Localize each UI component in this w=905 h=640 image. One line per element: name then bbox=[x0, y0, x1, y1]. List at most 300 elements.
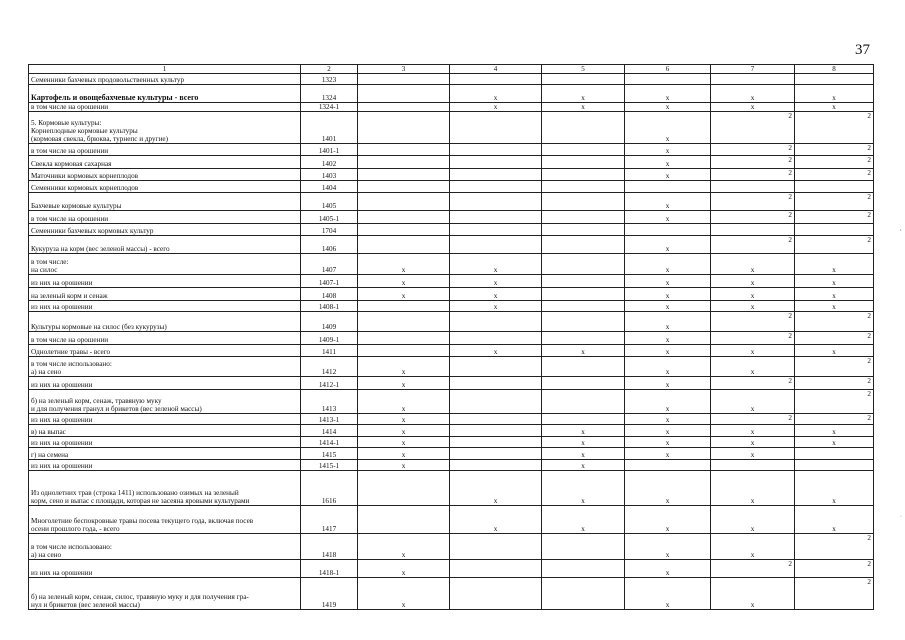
cell-col7: x bbox=[711, 357, 795, 377]
cell-col5 bbox=[542, 377, 625, 390]
cell-col8: x bbox=[795, 471, 874, 506]
cell-col5 bbox=[542, 181, 625, 193]
cell-col6: x bbox=[625, 578, 711, 610]
cell-col4 bbox=[450, 414, 542, 425]
table-row bbox=[29, 425, 874, 437]
cell-col7: 2 bbox=[711, 156, 795, 169]
cell-col4 bbox=[450, 181, 542, 193]
cell-col8: 2 bbox=[795, 578, 874, 610]
cell-col3 bbox=[358, 224, 450, 236]
cell-col6 bbox=[625, 224, 711, 236]
row-label: б) на зеленый корм, сенаж, силос, травяную муку и для получения гра- нул и брикетов (вес зеленой массы) bbox=[29, 578, 301, 610]
cell-col8 bbox=[795, 74, 874, 85]
cell-col8 bbox=[795, 448, 874, 460]
cell-col3 bbox=[358, 345, 450, 357]
row-code: 1616 bbox=[301, 471, 358, 506]
row-label: из них на орошении bbox=[29, 437, 301, 448]
cell-col8: x bbox=[795, 437, 874, 448]
column-header: 4 bbox=[450, 65, 542, 74]
table-row bbox=[29, 193, 874, 211]
cell-col4 bbox=[450, 437, 542, 448]
cell-col4: x bbox=[450, 471, 542, 506]
cell-col6: x bbox=[625, 414, 711, 425]
cell-col6: x bbox=[625, 506, 711, 534]
cell-col5 bbox=[542, 144, 625, 156]
cell-col8: 2 bbox=[795, 144, 874, 156]
table-row bbox=[29, 414, 874, 425]
table-row bbox=[29, 288, 874, 301]
cell-col6: x bbox=[625, 332, 711, 345]
row-label: Бахчевые кормовые культуры bbox=[29, 193, 301, 211]
cell-col5 bbox=[542, 275, 625, 288]
table-row bbox=[29, 506, 874, 534]
cell-col6: x bbox=[625, 211, 711, 224]
row-label: в том числе на орошении bbox=[29, 211, 301, 224]
cell-col3: x bbox=[358, 377, 450, 390]
cell-col4 bbox=[450, 193, 542, 211]
cell-col5 bbox=[542, 288, 625, 301]
cell-col8: 2 bbox=[795, 211, 874, 224]
cell-col4 bbox=[450, 332, 542, 345]
cell-col3: x bbox=[358, 460, 450, 471]
cell-col8: 2 bbox=[795, 534, 874, 560]
cell-col4: x bbox=[450, 506, 542, 534]
row-code: 1412 bbox=[301, 357, 358, 377]
cell-col8: 2 bbox=[795, 169, 874, 181]
cell-col4 bbox=[450, 377, 542, 390]
cell-col7: x bbox=[711, 301, 795, 312]
cell-col3 bbox=[358, 144, 450, 156]
row-code: 1418 bbox=[301, 534, 358, 560]
cell-col7 bbox=[711, 74, 795, 85]
cell-col8 bbox=[795, 224, 874, 236]
cell-col3: x bbox=[358, 357, 450, 377]
row-code: 1405-1 bbox=[301, 211, 358, 224]
row-code: 1409 bbox=[301, 312, 358, 332]
cell-col8: x bbox=[795, 301, 874, 312]
cell-col5 bbox=[542, 390, 625, 414]
cell-col3 bbox=[358, 332, 450, 345]
cell-col3 bbox=[358, 181, 450, 193]
table-row bbox=[29, 224, 874, 236]
cell-col8: x bbox=[795, 288, 874, 301]
cell-col5: x bbox=[542, 425, 625, 437]
cell-col5 bbox=[542, 112, 625, 144]
cell-col6 bbox=[625, 74, 711, 85]
row-code: 1402 bbox=[301, 156, 358, 169]
cell-col8: 2 bbox=[795, 357, 874, 377]
column-header: 3 bbox=[358, 65, 450, 74]
row-code: 1418-1 bbox=[301, 560, 358, 578]
cell-col7: 2 bbox=[711, 193, 795, 211]
cell-col5: x bbox=[542, 437, 625, 448]
row-label: на зеленый корм и сенаж bbox=[29, 288, 301, 301]
cell-col5: x bbox=[542, 448, 625, 460]
cell-col8: 2 bbox=[795, 414, 874, 425]
cell-col4 bbox=[450, 578, 542, 610]
cell-col5 bbox=[542, 156, 625, 169]
table-row bbox=[29, 332, 874, 345]
cell-col8: 2 bbox=[795, 156, 874, 169]
cell-col8: x bbox=[795, 425, 874, 437]
cell-col6: x bbox=[625, 156, 711, 169]
margin-mark: , bbox=[900, 226, 902, 232]
row-code: 1415-1 bbox=[301, 460, 358, 471]
cell-col4 bbox=[450, 74, 542, 85]
cell-col7: x bbox=[711, 437, 795, 448]
cell-col6: x bbox=[625, 357, 711, 377]
cell-col3 bbox=[358, 193, 450, 211]
column-header: 7 bbox=[711, 65, 795, 74]
table-row bbox=[29, 471, 874, 506]
cell-col7 bbox=[711, 460, 795, 471]
row-label: из них на орошении bbox=[29, 560, 301, 578]
cell-col3 bbox=[358, 211, 450, 224]
cell-col6: x bbox=[625, 534, 711, 560]
cell-col7: 2 bbox=[711, 377, 795, 390]
row-label: из них на орошении bbox=[29, 275, 301, 288]
cell-col4 bbox=[450, 357, 542, 377]
row-code: 1323 bbox=[301, 74, 358, 85]
cell-col3: x bbox=[358, 254, 450, 275]
cell-col8: x bbox=[795, 85, 874, 103]
row-code: 1403 bbox=[301, 169, 358, 181]
table-row bbox=[29, 460, 874, 471]
cell-col5: x bbox=[542, 345, 625, 357]
table-row bbox=[29, 254, 874, 275]
cell-col7: x bbox=[711, 103, 795, 112]
cell-col4 bbox=[450, 169, 542, 181]
row-label: б) на зеленый корм, сенаж, травяную муку и для получения гранул и брикетов (вес зеленой массы) bbox=[29, 390, 301, 414]
row-label: Кукуруза на корм (вес зеленой массы) - всего bbox=[29, 236, 301, 254]
column-header: 2 bbox=[301, 65, 358, 74]
cell-col5 bbox=[542, 193, 625, 211]
row-label: в том числе: на силос bbox=[29, 254, 301, 275]
column-number-row bbox=[29, 65, 874, 74]
cell-col8: 2 bbox=[795, 193, 874, 211]
cell-col3: x bbox=[358, 534, 450, 560]
cell-col3 bbox=[358, 471, 450, 506]
cell-col3: x bbox=[358, 425, 450, 437]
cell-col3 bbox=[358, 236, 450, 254]
row-code: 1408 bbox=[301, 288, 358, 301]
cell-col3 bbox=[358, 169, 450, 181]
row-label: в том числе использовано: а) на сено bbox=[29, 534, 301, 560]
cell-col8: 2 bbox=[795, 560, 874, 578]
row-label: Картофель и овощебахчевые культуры - всего bbox=[29, 85, 301, 103]
row-code: 1417 bbox=[301, 506, 358, 534]
cell-col8: 2 bbox=[795, 377, 874, 390]
cell-col4 bbox=[450, 211, 542, 224]
cell-col5 bbox=[542, 169, 625, 181]
cell-col3 bbox=[358, 301, 450, 312]
table-row bbox=[29, 74, 874, 85]
cell-col6 bbox=[625, 181, 711, 193]
cell-col3 bbox=[358, 312, 450, 332]
cell-col8: 2 bbox=[795, 332, 874, 345]
row-code: 1413 bbox=[301, 390, 358, 414]
cell-col3 bbox=[358, 156, 450, 169]
table-row bbox=[29, 357, 874, 377]
row-code: 1412-1 bbox=[301, 377, 358, 390]
row-label: г) на семена bbox=[29, 448, 301, 460]
row-label: в том числе использовано: а) на сено bbox=[29, 357, 301, 377]
cell-col7: x bbox=[711, 471, 795, 506]
cell-col6 bbox=[625, 460, 711, 471]
row-label: Однолетние травы - всего bbox=[29, 345, 301, 357]
cell-col4 bbox=[450, 390, 542, 414]
cell-col7 bbox=[711, 181, 795, 193]
cell-col4 bbox=[450, 312, 542, 332]
cell-col5 bbox=[542, 74, 625, 85]
row-code: 1704 bbox=[301, 224, 358, 236]
cell-col8: x bbox=[795, 254, 874, 275]
cell-col3: x bbox=[358, 560, 450, 578]
cell-col3 bbox=[358, 85, 450, 103]
cell-col4 bbox=[450, 448, 542, 460]
cell-col4: x bbox=[450, 345, 542, 357]
row-label: Семенники кормовых корнеплодов bbox=[29, 181, 301, 193]
row-code: 1407 bbox=[301, 254, 358, 275]
cell-col4 bbox=[450, 156, 542, 169]
row-label: из них на орошении bbox=[29, 377, 301, 390]
cell-col6: x bbox=[625, 448, 711, 460]
row-label: Из однолетних трав (строка 1411) использовано озимых на зеленый корм, сено и выпас с площади, которая не засеяна яровыми культурами bbox=[29, 471, 301, 506]
cell-col6: x bbox=[625, 560, 711, 578]
page-number: 37 bbox=[855, 42, 870, 58]
table-row bbox=[29, 448, 874, 460]
table-row bbox=[29, 578, 874, 610]
cell-col8 bbox=[795, 181, 874, 193]
cell-col7: x bbox=[711, 578, 795, 610]
cell-col3: x bbox=[358, 414, 450, 425]
cell-col7: 2 bbox=[711, 112, 795, 144]
cell-col3: x bbox=[358, 288, 450, 301]
row-code: 1324 bbox=[301, 85, 358, 103]
row-label: Маточники кормовых корнеплодов bbox=[29, 169, 301, 181]
cell-col8: x bbox=[795, 103, 874, 112]
cell-col6: x bbox=[625, 103, 711, 112]
table-row bbox=[29, 345, 874, 357]
cell-col7: 2 bbox=[711, 169, 795, 181]
cell-col4: x bbox=[450, 288, 542, 301]
cell-col4: x bbox=[450, 103, 542, 112]
table-row bbox=[29, 312, 874, 332]
row-label: из них на орошении bbox=[29, 414, 301, 425]
table-row bbox=[29, 144, 874, 156]
cell-col5 bbox=[542, 332, 625, 345]
cell-col6: x bbox=[625, 85, 711, 103]
cell-col5 bbox=[542, 560, 625, 578]
table-row bbox=[29, 181, 874, 193]
cell-col4: x bbox=[450, 275, 542, 288]
row-label: Свекла кормовая сахарная bbox=[29, 156, 301, 169]
cell-col8: 2 bbox=[795, 390, 874, 414]
row-label: Многолетние беспокровные травы посева текущего года, включая посев осени прошлого года, - всего bbox=[29, 506, 301, 534]
row-code: 1414-1 bbox=[301, 437, 358, 448]
row-label: в том числе на орошении bbox=[29, 103, 301, 112]
cell-col6: x bbox=[625, 144, 711, 156]
cell-col7: x bbox=[711, 345, 795, 357]
cell-col5 bbox=[542, 301, 625, 312]
table-row bbox=[29, 377, 874, 390]
cell-col4 bbox=[450, 144, 542, 156]
table-row bbox=[29, 103, 874, 112]
cell-col3: x bbox=[358, 390, 450, 414]
cell-col8 bbox=[795, 460, 874, 471]
cell-col5: x bbox=[542, 471, 625, 506]
cell-col3: x bbox=[358, 275, 450, 288]
table-row bbox=[29, 390, 874, 414]
cell-col3 bbox=[358, 506, 450, 534]
cell-col6: x bbox=[625, 288, 711, 301]
cell-col7: x bbox=[711, 390, 795, 414]
row-code: 1324-1 bbox=[301, 103, 358, 112]
row-code: 1401 bbox=[301, 112, 358, 144]
cell-col7: 2 bbox=[711, 414, 795, 425]
cell-col7: 2 bbox=[711, 332, 795, 345]
row-code: 1413-1 bbox=[301, 414, 358, 425]
cell-col6: x bbox=[625, 275, 711, 288]
cell-col6: x bbox=[625, 377, 711, 390]
cell-col5: x bbox=[542, 506, 625, 534]
row-label: из них на орошении bbox=[29, 301, 301, 312]
row-label: из них на орошении bbox=[29, 460, 301, 471]
column-header: 1 bbox=[29, 65, 301, 74]
cell-col7: 2 bbox=[711, 144, 795, 156]
cell-col6: x bbox=[625, 345, 711, 357]
cell-col4 bbox=[450, 560, 542, 578]
cell-col7: x bbox=[711, 506, 795, 534]
cell-col7: x bbox=[711, 85, 795, 103]
cell-col8: x bbox=[795, 345, 874, 357]
cell-col7: 2 bbox=[711, 236, 795, 254]
table-row bbox=[29, 169, 874, 181]
column-header: 5 bbox=[542, 65, 625, 74]
cell-col4: x bbox=[450, 254, 542, 275]
table-row bbox=[29, 301, 874, 312]
row-label: в том числе на орошении bbox=[29, 144, 301, 156]
cell-col8: x bbox=[795, 275, 874, 288]
cell-col5 bbox=[542, 224, 625, 236]
cell-col5: x bbox=[542, 460, 625, 471]
table-row bbox=[29, 85, 874, 103]
cell-col7: x bbox=[711, 425, 795, 437]
row-code: 1406 bbox=[301, 236, 358, 254]
cell-col7: x bbox=[711, 275, 795, 288]
cell-col5 bbox=[542, 414, 625, 425]
row-code: 1415 bbox=[301, 448, 358, 460]
table-row bbox=[29, 560, 874, 578]
cell-col5 bbox=[542, 236, 625, 254]
row-label: в том числе на орошении bbox=[29, 332, 301, 345]
row-label: Семенники бахчевых кормовых культур bbox=[29, 224, 301, 236]
cell-col5 bbox=[542, 578, 625, 610]
table-row bbox=[29, 534, 874, 560]
row-code: 1419 bbox=[301, 578, 358, 610]
table-row bbox=[29, 275, 874, 288]
cell-col5 bbox=[542, 534, 625, 560]
cell-col3: x bbox=[358, 448, 450, 460]
cell-col4 bbox=[450, 236, 542, 254]
cell-col8: 2 bbox=[795, 312, 874, 332]
cell-col8: 2 bbox=[795, 112, 874, 144]
cell-col7: 2 bbox=[711, 211, 795, 224]
cell-col3 bbox=[358, 112, 450, 144]
margin-mark: · bbox=[900, 514, 902, 520]
cell-col6: x bbox=[625, 169, 711, 181]
row-code: 1409-1 bbox=[301, 332, 358, 345]
cell-col5 bbox=[542, 312, 625, 332]
cell-col8: 2 bbox=[795, 236, 874, 254]
table-row bbox=[29, 437, 874, 448]
table-row bbox=[29, 156, 874, 169]
cell-col6: x bbox=[625, 236, 711, 254]
cell-col6: x bbox=[625, 390, 711, 414]
cell-col5: x bbox=[542, 103, 625, 112]
row-code: 1414 bbox=[301, 425, 358, 437]
cell-col6: x bbox=[625, 425, 711, 437]
cell-col7 bbox=[711, 224, 795, 236]
cell-col4 bbox=[450, 425, 542, 437]
row-label: в) на выпас bbox=[29, 425, 301, 437]
cell-col6: x bbox=[625, 112, 711, 144]
cell-col4: x bbox=[450, 85, 542, 103]
cell-col6: x bbox=[625, 254, 711, 275]
cell-col7: x bbox=[711, 534, 795, 560]
cell-col6: x bbox=[625, 437, 711, 448]
cell-col6: x bbox=[625, 193, 711, 211]
cell-col4: x bbox=[450, 301, 542, 312]
cell-col6: x bbox=[625, 312, 711, 332]
row-code: 1408-1 bbox=[301, 301, 358, 312]
row-label: 5. Кормовые культуры: Корнеплодные кормовые культуры (кормовая свекла, брюква, турнепс и другие) bbox=[29, 112, 301, 144]
row-code: 1405 bbox=[301, 193, 358, 211]
cell-col5 bbox=[542, 357, 625, 377]
cell-col6: x bbox=[625, 471, 711, 506]
table-row bbox=[29, 236, 874, 254]
cell-col7: 2 bbox=[711, 312, 795, 332]
cell-col3: x bbox=[358, 578, 450, 610]
cell-col4 bbox=[450, 534, 542, 560]
cell-col3: x bbox=[358, 437, 450, 448]
row-code: 1404 bbox=[301, 181, 358, 193]
table-row bbox=[29, 112, 874, 144]
cell-col3 bbox=[358, 74, 450, 85]
table-row bbox=[29, 211, 874, 224]
cell-col5 bbox=[542, 211, 625, 224]
row-code: 1411 bbox=[301, 345, 358, 357]
cell-col7: x bbox=[711, 254, 795, 275]
cell-col4 bbox=[450, 224, 542, 236]
cell-col8: x bbox=[795, 506, 874, 534]
column-header: 8 bbox=[795, 65, 874, 74]
row-label: Семенники бахчевых продовольственных культур bbox=[29, 74, 301, 85]
column-header: 6 bbox=[625, 65, 711, 74]
cell-col4 bbox=[450, 460, 542, 471]
row-code: 1401-1 bbox=[301, 144, 358, 156]
cell-col7: x bbox=[711, 288, 795, 301]
cell-col5: x bbox=[542, 85, 625, 103]
row-label: Культуры кормовые на силос (без кукурузы) bbox=[29, 312, 301, 332]
cell-col7: 2 bbox=[711, 560, 795, 578]
cell-col7: x bbox=[711, 448, 795, 460]
cell-col4 bbox=[450, 112, 542, 144]
statistics-form-table bbox=[28, 64, 874, 610]
cell-col3 bbox=[358, 103, 450, 112]
cell-col6: x bbox=[625, 301, 711, 312]
cell-col5 bbox=[542, 254, 625, 275]
